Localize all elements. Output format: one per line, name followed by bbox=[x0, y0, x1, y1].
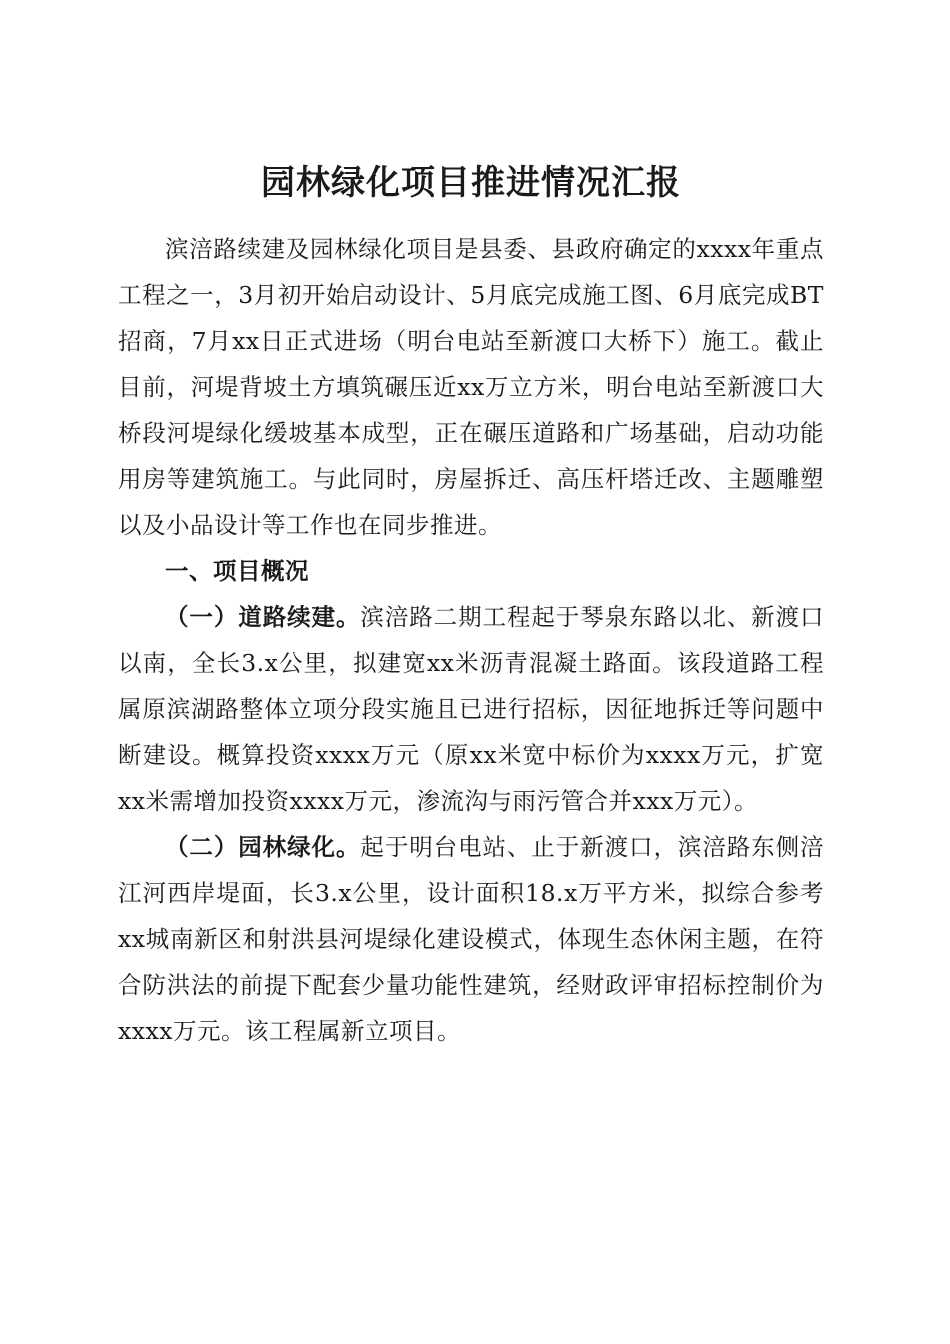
section-heading-project-overview: 一、项目概况 bbox=[165, 557, 309, 585]
document-body bbox=[118, 226, 824, 1054]
paragraph-landscaping bbox=[118, 824, 824, 1054]
paragraph-lead-landscaping: （二）园林绿化。 bbox=[165, 833, 361, 861]
document-title: 园林绿化项目推进情况汇报 bbox=[261, 162, 681, 203]
paragraph-lead-road-extension: （一）道路续建。 bbox=[165, 603, 361, 631]
paragraph-text-road-extension: 滨涪路二期工程起于琴泉东路以北、新渡口以南，全长3.x公里，拟建宽xx米沥青混凝土路面。该段道路工程属原滨湖路整体立项分段实施且已进行招标，因征地拆迁等问题中断建设。概算投资xxxx万元（原xx米宽中标价为xxxx万元，扩宽xx米需增加投资xxxx万元，渗流沟与雨污管合并xxx万元）。 bbox=[118, 603, 825, 815]
intro-paragraph: 滨涪路续建及园林绿化项目是县委、县政府确定的xxxx年重点工程之一，3月初开始启动设计、5月底完成施工图、6月底完成BT招商，7月xx日正式进场（明台电站至新渡口大桥下）施工。截止目前，河堤背坡土方填筑碾压近xx万立方米，明台电站至新渡口大桥段河堤绿化缓坡基本成型，正在碾压道路和广场基础，启动功能用房等建筑施工。与此同时，房屋拆迁、高压杆塔迁改、主题雕塑以及小品设计等工作也在同步推进。 bbox=[118, 235, 824, 539]
paragraph-road-extension bbox=[118, 594, 824, 824]
paragraph-text-landscaping: 起于明台电站、止于新渡口，滨涪路东侧涪江河西岸堤面，长3.x公里，设计面积18.x万平方米，拟综合参考xx城南新区和射洪县河堤绿化建设模式，体现生态休闲主题，在符合防洪法的前提下配套少量功能性建筑，经财政评审招标控制价为xxxx万元。该工程属新立项目。 bbox=[118, 833, 825, 1045]
